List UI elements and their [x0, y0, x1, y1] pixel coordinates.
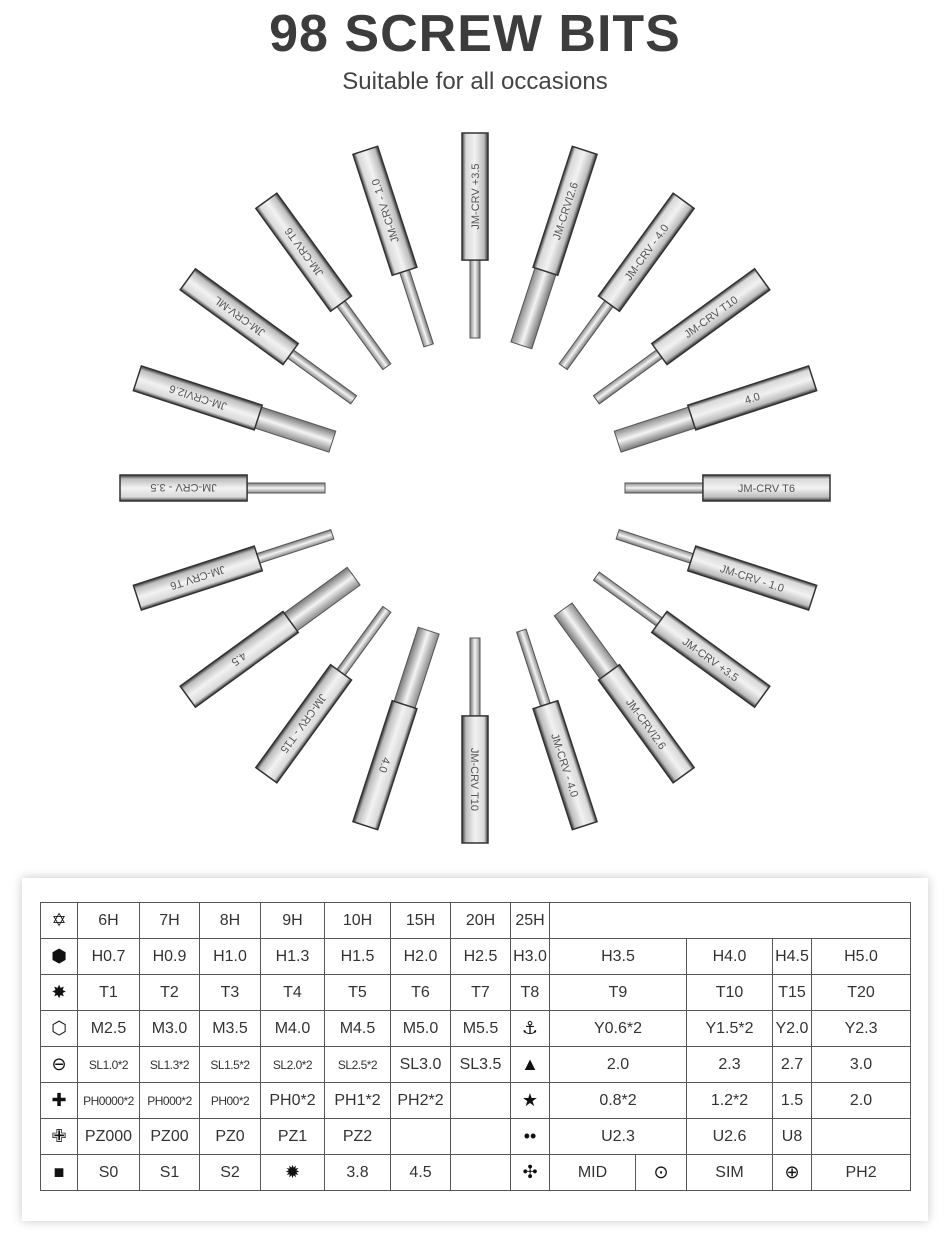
table-cell: M2.5: [78, 1011, 140, 1047]
table-cell: H5.0: [812, 939, 911, 975]
table-cell: 3.8: [325, 1155, 391, 1191]
table-cell: 2.3: [687, 1047, 773, 1083]
table-cell: T8: [511, 975, 550, 1011]
table-cell: 15H: [391, 903, 451, 939]
table-cell: H4.5: [773, 939, 812, 975]
bit-tip: [559, 299, 614, 370]
table-cell: PZ00: [140, 1119, 200, 1155]
table-cell: H1.0: [200, 939, 261, 975]
bit-tip: [511, 266, 557, 349]
table-cell: PH2: [812, 1155, 911, 1191]
table-cell: PH00*2: [200, 1083, 261, 1119]
table-row: [41, 1119, 911, 1155]
table-cell: H1.3: [261, 939, 325, 975]
table-cell: PZ2: [325, 1119, 391, 1155]
bit-tip: [625, 483, 705, 493]
table-cell: M3.0: [140, 1011, 200, 1047]
bit-label: JM-CRVI2.6: [551, 180, 581, 242]
table-cell: T6: [391, 975, 451, 1011]
spec-table: [40, 902, 911, 1191]
bit-label: JM-CRV T6: [737, 483, 795, 495]
table-cell: U2.6: [687, 1119, 773, 1155]
bit-label: JM-CRV - 4.0: [548, 732, 581, 799]
table-cell: M5.5: [451, 1011, 511, 1047]
hex-star-icon: ✡: [41, 903, 78, 939]
table-cell: 20H: [451, 903, 511, 939]
table-cell: SL3.5: [451, 1047, 511, 1083]
table-cell: T15: [773, 975, 812, 1011]
table-cell: 2.0: [812, 1083, 911, 1119]
table-cell: SL2.5*2: [325, 1047, 391, 1083]
bit-label: JM-CRVI2.6: [167, 382, 229, 412]
table-cell: T3: [200, 975, 261, 1011]
sim-icon: ⊙: [636, 1155, 687, 1191]
screw-bit: [462, 133, 488, 338]
table-cell: T5: [325, 975, 391, 1011]
screw-bit: [462, 638, 488, 843]
screw-bit: [625, 475, 830, 501]
bit-tip: [283, 567, 361, 632]
table-row: [41, 903, 911, 939]
triangle-icon: ▲: [511, 1047, 550, 1083]
bit-label: 4.0: [743, 390, 762, 407]
table-cell-empty: [451, 1155, 511, 1191]
table-cell: 2.0: [550, 1047, 687, 1083]
screw-bit: [614, 522, 817, 610]
bit-tip: [393, 627, 439, 710]
table-cell: 4.5: [391, 1155, 451, 1191]
table-cell: 9H: [261, 903, 325, 939]
screw-bit: [353, 627, 441, 830]
table-cell: 1.5: [773, 1083, 812, 1119]
table-cell: SL1.0*2: [78, 1047, 140, 1083]
page-title: 98 SCREW BITS: [269, 5, 681, 63]
table-cell: H2.0: [391, 939, 451, 975]
table-cell: 7H: [140, 903, 200, 939]
torx-star-icon: ✸: [41, 975, 78, 1011]
table-cell: PH2*2: [391, 1083, 451, 1119]
table-cell: 6H: [78, 903, 140, 939]
table-cell-empty: [812, 1119, 911, 1155]
table-row: [41, 939, 911, 975]
bit-label: JM-CRV-ML: [212, 293, 268, 339]
table-cell: M3.5: [200, 1011, 261, 1047]
bit-label: JM-CRV +3.5: [470, 163, 482, 230]
bit-tip: [593, 349, 664, 404]
table-cell: PZ1: [261, 1119, 325, 1155]
screw-bit: [133, 366, 336, 454]
table-cell: 10H: [325, 903, 391, 939]
table-cell: T1: [78, 975, 140, 1011]
table-cell: M5.0: [391, 1011, 451, 1047]
table-cell: H0.7: [78, 939, 140, 975]
table-cell: H4.0: [687, 939, 773, 975]
bit-label: JM-CRV - 1.0: [369, 177, 402, 244]
bit-tip: [399, 268, 433, 347]
bit-tip: [614, 406, 697, 452]
gear-torx-icon: ✹: [261, 1155, 325, 1191]
table-cell: PH000*2: [140, 1083, 200, 1119]
table-cell: U8: [773, 1119, 812, 1155]
screw-bits-ring: [0, 110, 950, 870]
table-cell: SL1.5*2: [200, 1047, 261, 1083]
spanner-icon: ••: [511, 1119, 550, 1155]
bit-label: JM-CRV T6: [282, 225, 327, 279]
bit-label: JM-CRV +3.5: [679, 635, 741, 685]
screw-bit: [509, 146, 597, 349]
bit-tip: [253, 406, 336, 452]
table-row: [41, 1011, 911, 1047]
table-cell: S2: [200, 1155, 261, 1191]
table-row: [41, 975, 911, 1011]
slotted-icon: ⊖: [41, 1047, 78, 1083]
screw-bit: [120, 475, 325, 501]
table-cell: PZ0: [200, 1119, 261, 1155]
table-cell: S0: [78, 1155, 140, 1191]
table-cell-empty: [451, 1083, 511, 1119]
screw-bit: [614, 366, 817, 454]
bit-tip: [616, 530, 695, 564]
table-cell: Y0.6*2: [550, 1011, 687, 1047]
bit-tip: [255, 530, 334, 564]
bit-label: 4.5: [228, 649, 249, 668]
bit-tip: [286, 349, 357, 404]
bit-label: JM-CRV T10: [682, 294, 741, 341]
page-subtitle: Suitable for all occasions: [342, 68, 608, 95]
hex-nut-icon: ⬡: [41, 1011, 78, 1047]
bit-label: JM-CRV - 3.5: [150, 481, 217, 493]
screw-bit: [353, 146, 441, 349]
table-cell: T9: [550, 975, 687, 1011]
table-cell: 3.0: [812, 1047, 911, 1083]
phillips-icon: ✚: [41, 1083, 78, 1119]
table-cell: H3.0: [511, 939, 550, 975]
table-row: [41, 1155, 911, 1191]
table-cell: SL2.0*2: [261, 1047, 325, 1083]
bit-label: JM-CRV - 1.0: [718, 563, 786, 595]
bit-label: JM-CRVI2.6: [623, 696, 668, 753]
tri-wing-icon: ⚓: [511, 1011, 550, 1047]
table-cell: U2.3: [550, 1119, 687, 1155]
bit-tip: [593, 572, 664, 627]
table-cell: 0.8*2: [550, 1083, 687, 1119]
table-cell-empty: [451, 1119, 511, 1155]
table-cell-empty: [391, 1119, 451, 1155]
table-cell: T10: [687, 975, 773, 1011]
bit-label: JM-CRV T6: [168, 562, 227, 592]
table-cell: PH0000*2: [78, 1083, 140, 1119]
bit-label: JM-CRV T10: [468, 747, 480, 812]
bit-tip: [517, 629, 551, 708]
pozidriv-icon: ✙: [41, 1119, 78, 1155]
ph2-icon: ⊕: [773, 1155, 812, 1191]
table-cell: PH0*2: [261, 1083, 325, 1119]
bit-tip: [470, 638, 480, 718]
table-cell: T4: [261, 975, 325, 1011]
table-cell: MID: [550, 1155, 636, 1191]
table-cell: 2.7: [773, 1047, 812, 1083]
table-cell: H0.9: [140, 939, 200, 975]
table-cell: PZ000: [78, 1119, 140, 1155]
table-cell: 1.2*2: [687, 1083, 773, 1119]
bit-label: JM-CRV - 4.0: [622, 222, 672, 284]
square-icon: ■: [41, 1155, 78, 1191]
table-cell: SIM: [687, 1155, 773, 1191]
table-cell: H1.5: [325, 939, 391, 975]
table-cell: T20: [812, 975, 911, 1011]
table-cell-empty: [550, 903, 911, 939]
bit-tip: [336, 299, 391, 370]
spec-card: [22, 878, 928, 1221]
table-cell: Y2.3: [812, 1011, 911, 1047]
table-cell: S1: [140, 1155, 200, 1191]
table-cell: H2.5: [451, 939, 511, 975]
bit-tip: [554, 603, 619, 681]
mid-icon: ✣: [511, 1155, 550, 1191]
bit-tip: [470, 258, 480, 338]
table-cell: T2: [140, 975, 200, 1011]
table-row: [41, 1047, 911, 1083]
table-cell: 8H: [200, 903, 261, 939]
table-cell: H3.5: [550, 939, 687, 975]
table-row: [41, 1083, 911, 1119]
bit-tip: [245, 483, 325, 493]
table-cell: Y2.0: [773, 1011, 812, 1047]
bit-tip: [336, 606, 391, 677]
hex-socket-icon: ⬢: [41, 939, 78, 975]
table-cell: T7: [451, 975, 511, 1011]
bit-label: JM-CRV - T15: [277, 691, 329, 755]
pentalobe-icon: ★: [511, 1083, 550, 1119]
table-cell: 25H: [511, 903, 550, 939]
table-cell: M4.0: [261, 1011, 325, 1047]
table-cell: PH1*2: [325, 1083, 391, 1119]
table-cell: Y1.5*2: [687, 1011, 773, 1047]
table-cell: SL1.3*2: [140, 1047, 200, 1083]
bit-label: 4.0: [375, 755, 393, 775]
table-cell: SL3.0: [391, 1047, 451, 1083]
table-cell: M4.5: [325, 1011, 391, 1047]
